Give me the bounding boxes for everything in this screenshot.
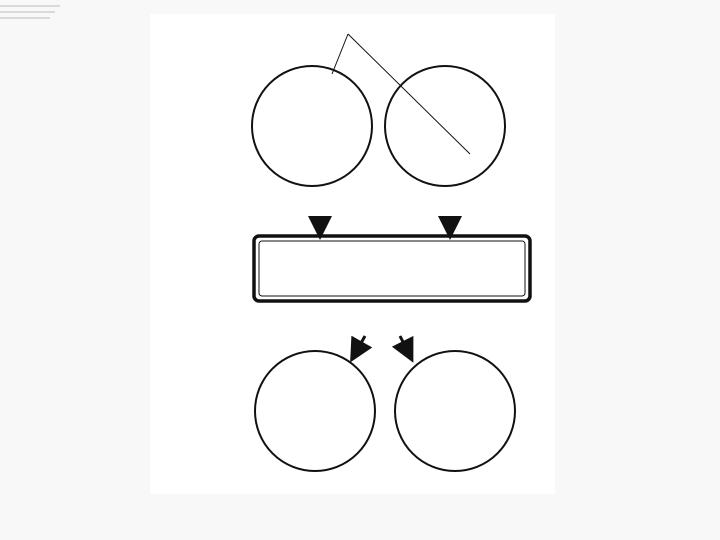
pointer-lines xyxy=(332,34,470,154)
daughter-circle-normal xyxy=(255,351,375,471)
arrow-exchange-right xyxy=(400,336,408,352)
infected-cell xyxy=(254,236,530,301)
virus-circle-2 xyxy=(385,66,505,186)
corner-decoration xyxy=(0,0,80,60)
arrow-exchange-left xyxy=(356,336,365,352)
genome-exchange-figure xyxy=(150,14,555,494)
daughter-circle-defective xyxy=(395,351,515,471)
virus-circle-1 xyxy=(252,66,372,186)
